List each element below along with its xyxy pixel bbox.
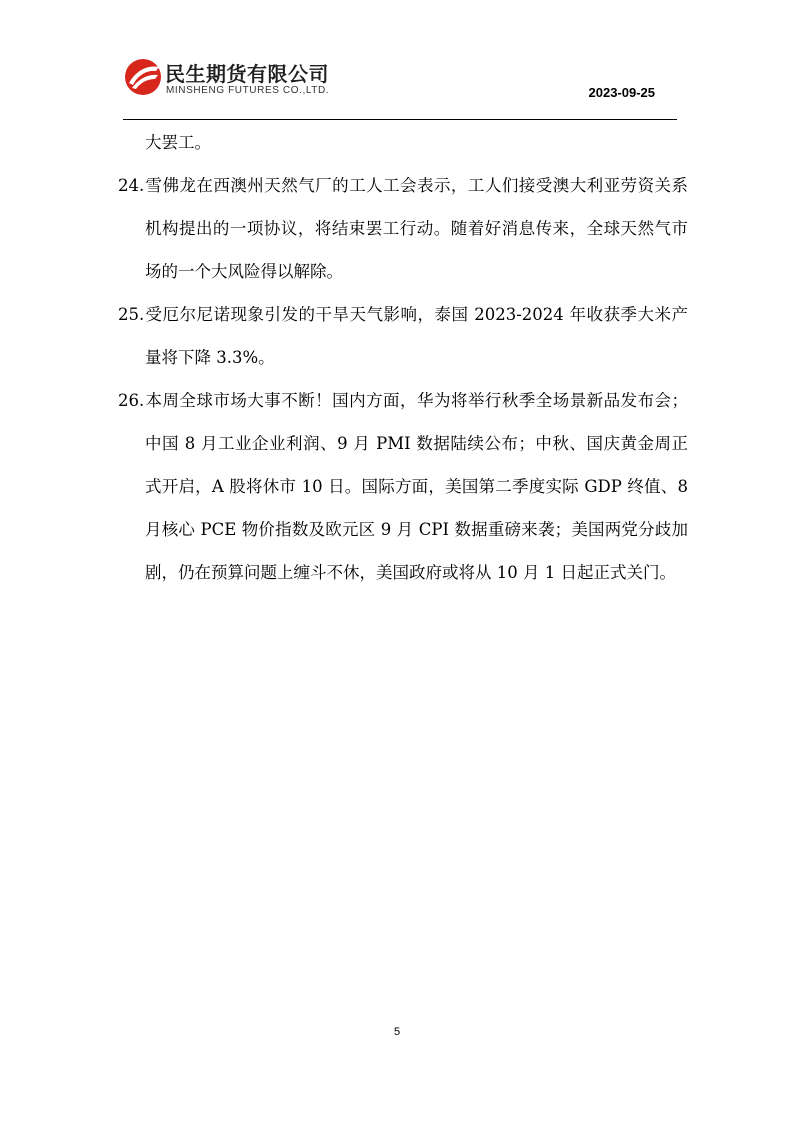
item-number: 25. [118, 305, 145, 324]
item-text: 受厄尔尼诺现象引发的干旱天气影响，泰国 2023-2024 年收获季大米产量将下降 3.3%。 [145, 305, 688, 367]
company-name-cn: 民生期货有限公司 [165, 62, 329, 86]
report-date: 2023-09-25 [588, 85, 655, 100]
header-divider [123, 119, 677, 120]
item-number: 24. [118, 176, 145, 195]
news-list [118, 121, 688, 594]
item-number: 26. [118, 391, 145, 410]
item-text: 雪佛龙在西澳州天然气厂的工人工会表示，工人们接受澳大利亚劳资关系机构提出的一项协议，将结束罢工行动。随着好消息传来，全球天然气市场的一个大风险得以解除。 [145, 176, 688, 281]
page-header [123, 52, 677, 120]
page-number: 5 [393, 1026, 401, 1038]
list-item-25 [118, 293, 688, 379]
list-item-26 [118, 379, 688, 594]
item-text: 本周全球市场大事不断！国内方面，华为将举行秋季全场景新品发布会；中国 8 月工业企业利润、9 月 PMI 数据陆续公布；中秋、国庆黄金周正式开启，A 股将休市 10 日。国际方面，美国第二季度实际 GDP 终值、8 月核心 PCE 物价指数及欧元区 9 月 CPI 数据重磅来袭；美国两党分歧加剧，仍在预算问题上缠斗不休，美国政府或将从 10 月 1 日起正式关门。 [145, 391, 688, 582]
company-name-en: MINSHENG FUTURES CO.,LTD. [166, 85, 330, 96]
previous-item-continuation: 大罢工。 [145, 133, 211, 152]
list-item-24 [118, 164, 688, 293]
company-logo [123, 54, 363, 102]
minsheng-logo-mark-icon [123, 57, 163, 97]
